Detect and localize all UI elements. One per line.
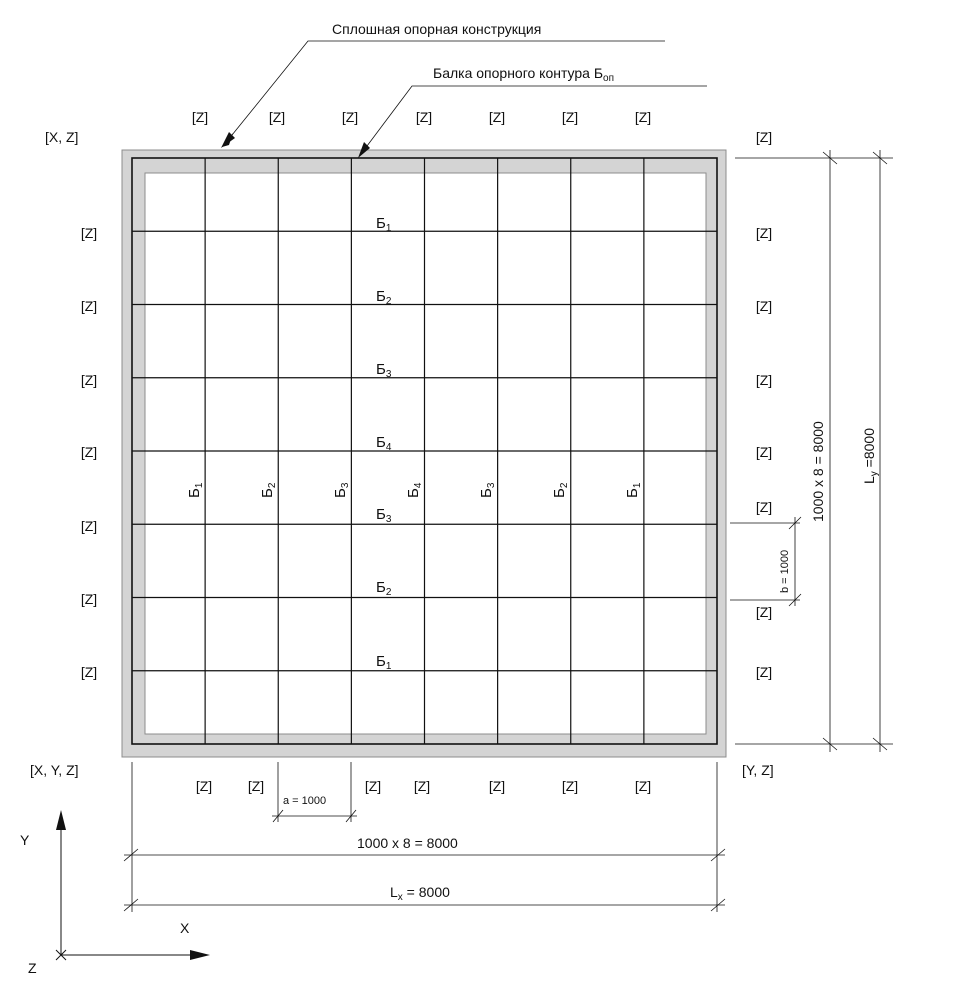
dimension-b [730,517,801,606]
beam-label-vertical: $Б_3$ [332,482,351,498]
support-label-z: [Z] [755,444,773,460]
support-corner-bottom-right: [Y, Z] [742,762,774,778]
dimension-ly-text: $L_y =8000$ [861,427,880,484]
beam-label-vertical: $Б_3$ [478,482,497,498]
support-label-z: [Z] [634,109,652,125]
support-label-z: [Z] [268,109,286,125]
support-label-z: [Z] [364,778,382,794]
dimension-y-count-text: 1000 x 8 = 8000 [810,421,826,522]
callout-leader-line [228,41,665,140]
dimension-a-text: a = 1000 [283,795,327,807]
support-label-z: [Z] [80,518,98,534]
axis-arrow-icon [56,810,66,830]
axis-arrow-icon [190,950,210,960]
support-label-z: [Z] [341,109,359,125]
beam-label-horizontal: $Б_2$ [376,579,392,598]
support-label-z: [Z] [80,664,98,680]
axis-x-label: X [180,920,190,936]
support-label-z: [Z] [755,129,773,145]
beam-label-horizontal: $Б_1$ [376,215,392,234]
support-corner-bottom-left: [X, Y, Z] [30,762,79,778]
support-label-z: [Z] [755,664,773,680]
support-label-z: [Z] [488,109,506,125]
beam-label-vertical: $Б_1$ [624,482,643,498]
beam-label-vertical: $Б_1$ [186,482,205,498]
beam-label-vertical: $Б_4$ [405,482,424,498]
beam-label-vertical: $Б_2$ [551,482,570,498]
support-corner-top-left: [X, Z] [45,129,79,145]
beam-label-horizontal: $Б_1$ [376,653,392,672]
dimension-x-count-text: 1000 x 8 = 8000 [357,835,458,851]
support-label-z: [Z] [755,372,773,388]
support-label-z: [Z] [80,372,98,388]
dimension-a [272,762,357,822]
beam-label-vertical: $Б_2$ [259,482,278,498]
plate-interior [145,173,706,734]
axis-y-label: Y [20,832,30,848]
support-label-z: [Z] [561,778,579,794]
support-label-z: [Z] [488,778,506,794]
coordinate-axes [20,810,210,976]
support-label-z: [Z] [634,778,652,794]
support-label-z: [Z] [755,604,773,620]
support-label-z: [Z] [247,778,265,794]
support-label-z: [Z] [191,109,209,125]
support-label-z: [Z] [413,778,431,794]
axis-z-label: Z [28,960,37,976]
support-label-z: [Z] [755,225,773,241]
support-label-z: [Z] [755,298,773,314]
callout-solid-support [221,21,665,148]
support-label-z: [Z] [80,225,98,241]
dimension-lx-text: $L_x = 8000$ [390,884,450,903]
support-label-z: [Z] [80,591,98,607]
callout-solid-support-text: Сплошная опорная конструкция [332,21,542,37]
callout-contour-beam-text: Балка опорного контура $Б_{оп}$ [433,65,615,84]
support-label-z: [Z] [80,444,98,460]
beam-label-horizontal: $Б_3$ [376,506,392,525]
callout-contour-beam [358,65,707,158]
support-label-z: [Z] [561,109,579,125]
beam-label-horizontal: $Б_2$ [376,288,392,307]
beam-label-horizontal: $Б_3$ [376,361,392,380]
support-label-z: [Z] [755,499,773,515]
beam-label-horizontal: $Б_4$ [376,434,392,453]
dimension-b-text: b = 1000 [779,549,791,593]
support-label-z: [Z] [195,778,213,794]
support-label-z: [Z] [80,298,98,314]
support-label-z: [Z] [415,109,433,125]
